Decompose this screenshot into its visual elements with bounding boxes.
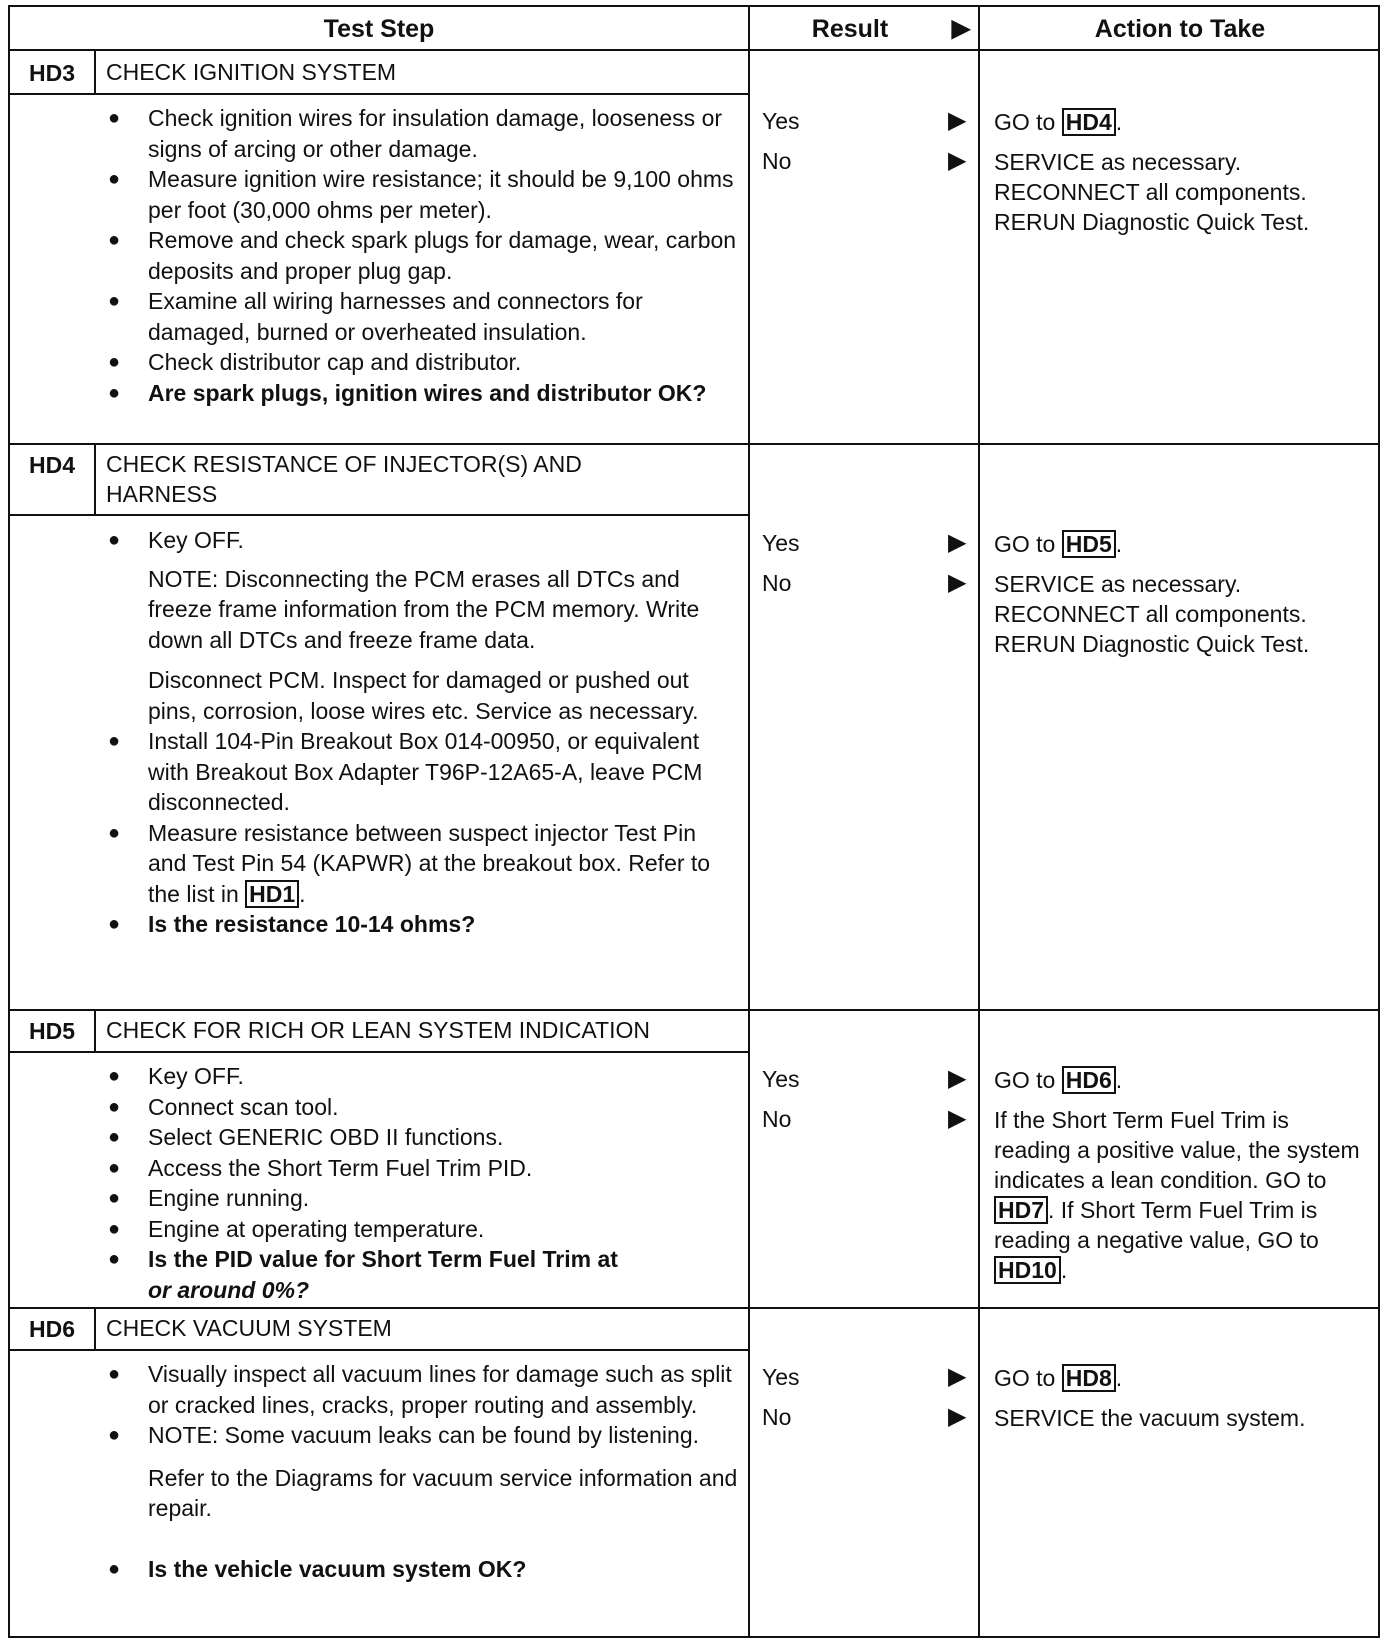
step-question: ● Are spark plugs, ignition wires and distributor OK? [98,378,738,409]
result-column [752,523,968,603]
no-action: If the Short Term Fuel Trim is reading a positive value, the system indicates a lean condition. GO to HD7 . If Short Term Fuel Trim is reading a negative value, GO to HD10 . [994,1107,1360,1283]
no-action-line: RECONNECT all components. [994,601,1307,627]
no-action-line: RERUN Diagnostic Quick Test. [994,631,1310,657]
step-header [10,51,750,95]
result-yes: Yes [762,1364,800,1390]
step-id: HD3 [10,51,96,93]
step-reference[interactable]: HD7 [994,1196,1048,1224]
no-action-line: SERVICE as necessary. [994,149,1242,175]
step-title: CHECK IGNITION SYSTEM [106,59,397,85]
no-action: SERVICE the vacuum system. [994,1405,1306,1431]
arrow-icon: ▶ [948,1363,967,1390]
step-id: HD4 [10,443,96,514]
table-header [10,7,1378,51]
result-column [752,1059,968,1139]
no-action-line: RECONNECT all components. [994,179,1307,205]
step-hd6 [10,1307,1378,1636]
note-text: NOTE: Disconnecting the PCM erases all DTCs and freeze frame information from the PCM memory. Write down all DTCs and freeze frame data. [148,565,700,653]
step-title: CHECK RESISTANCE OF INJECTOR(S) AND HARNESS [106,451,582,507]
step-body [98,103,738,408]
step-hd4 [10,443,1378,1011]
header-test-step: Test Step [323,15,435,43]
step-body [98,1359,738,1584]
paragraph: Refer to the Diagrams for vacuum service information and repair. [148,1464,738,1521]
list-item: ● Measure resistance between suspect injector Test Pin and Test Pin 54 (KAPWR) at the breakout box. Refer to the list in HD1 . [98,818,738,910]
step-reference[interactable]: HD6 [1062,1066,1116,1094]
step-hd5 [10,1009,1378,1309]
paragraph: Disconnect PCM. Inspect for damaged or pushed out pins, corrosion, loose wires etc. Service as necessary. [148,667,699,724]
step-header [10,443,750,516]
list-item: ● Check distributor cap and distributor. [98,347,738,378]
list-item: ● Visually inspect all vacuum lines for damage such as split or cracked lines, cracks, proper routing and assembly. [98,1359,738,1420]
diagnostic-table [8,5,1380,1638]
list-item: ● Connect scan tool. [98,1092,738,1123]
arrow-icon: ▶ [948,529,967,556]
step-reference[interactable]: HD8 [1062,1364,1116,1392]
step-header [10,1307,750,1351]
list-item: ● Select GENERIC OBD II functions. [98,1122,738,1153]
list-item: ● Remove and check spark plugs for damage, wear, carbon deposits and proper plug gap. [98,225,738,286]
list-item: ● Engine running. [98,1183,738,1214]
step-reference[interactable]: HD10 [994,1256,1061,1284]
result-no: No [762,1404,792,1430]
yes-action: GO to HD4 . [994,109,1123,135]
step-question: ● Is the vehicle vacuum system OK? [98,1554,738,1585]
step-question: ● Is the PID value for Short Term Fuel Trim at or around 0%? [98,1244,738,1305]
result-column [752,1357,968,1437]
arrow-icon: ▶ [948,1403,967,1430]
action-column [994,107,1374,237]
no-action-line: RERUN Diagnostic Quick Test. [994,209,1310,235]
list-item: ● Engine at operating temperature. [98,1214,738,1245]
step-reference[interactable]: HD1 [245,880,299,908]
result-yes: Yes [762,1066,800,1092]
arrow-icon: ▶ [948,107,967,134]
header-arrow-icon: ▶ [951,15,971,42]
step-body [98,1061,738,1305]
list-item: ● Key OFF. [98,1061,738,1092]
list-item: ● Check ignition wires for insulation damage, looseness or signs of arcing or other damage. [98,103,738,164]
yes-action: GO to HD5 . [994,531,1123,557]
step-reference[interactable]: HD4 [1062,108,1116,136]
yes-action: GO to HD6 . [994,1067,1123,1093]
list-item: ● Examine all wiring harnesses and connectors for damaged, burned or overheated insulation. [98,286,738,347]
header-result: Result [811,15,889,43]
list-item: ● Measure ignition wire resistance; it should be 9,100 ohms per foot (30,000 ohms per meter). [98,164,738,225]
list-item: ● Key OFF. [98,525,738,556]
step-title: CHECK VACUUM SYSTEM [106,1315,392,1341]
action-column [994,1065,1370,1285]
step-reference[interactable]: HD5 [1062,530,1116,558]
step-id: HD5 [10,1009,96,1051]
no-action-line: SERVICE as necessary. [994,571,1242,597]
list-item: ● NOTE: Some vacuum leaks can be found by listening. [98,1420,738,1451]
action-column [994,529,1374,659]
header-action: Action to Take [1094,15,1266,43]
result-yes: Yes [762,530,800,556]
arrow-icon: ▶ [948,147,967,174]
result-no: No [762,1106,792,1132]
step-title: CHECK FOR RICH OR LEAN SYSTEM INDICATION [106,1017,650,1043]
list-item: ● Access the Short Term Fuel Trim PID. [98,1153,738,1184]
result-yes: Yes [762,108,800,134]
list-item: ● Install 104-Pin Breakout Box 014-00950, or equivalent with Breakout Box Adapter T96P-12A65-A, leave PCM disconnected. [98,726,738,818]
step-question: ● Is the resistance 10-14 ohms? [98,909,738,940]
yes-action: GO to HD8 . [994,1365,1123,1391]
step-hd3 [10,51,1378,445]
step-header [10,1009,750,1053]
result-column [752,101,968,181]
result-no: No [762,148,792,174]
step-body [98,525,738,940]
arrow-icon: ▶ [948,1105,967,1132]
step-id: HD6 [10,1307,96,1349]
arrow-icon: ▶ [948,1065,967,1092]
result-no: No [762,570,792,596]
action-column [994,1363,1374,1433]
arrow-icon: ▶ [948,569,967,596]
